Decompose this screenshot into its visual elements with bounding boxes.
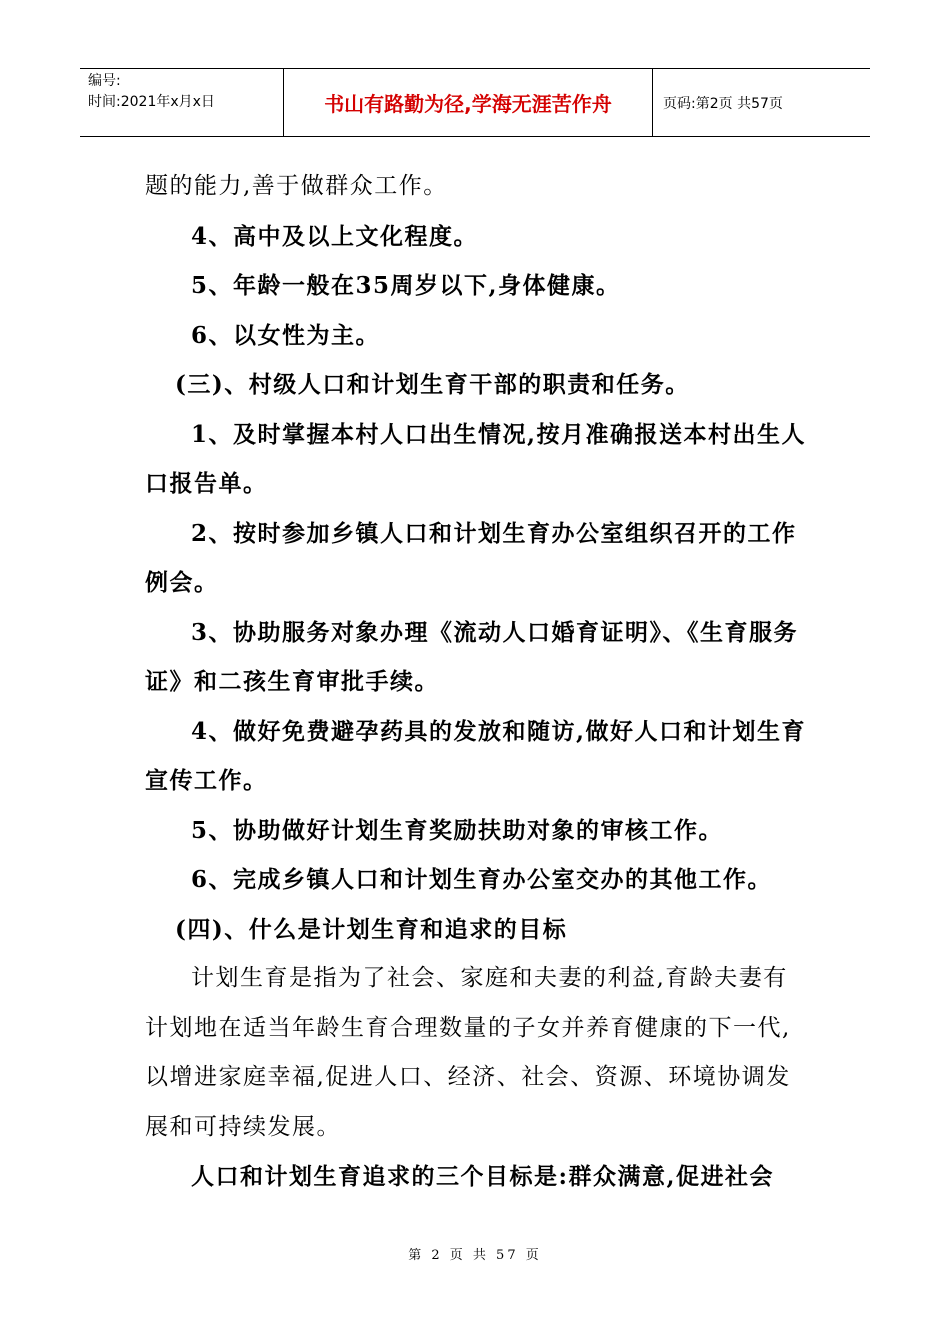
body-paragraph: 1、及时掌握本村人口出生情况,按月准确报送本村出生人口报告单。 (145, 420, 807, 497)
body-paragraph: 计划生育是指为了社会、家庭和夫妻的利益,育龄夫妻有计划地在适当年龄生育合理数量的子女并养育健康的下一代,以增进家庭幸福,促进人口、经济、社会、资源、环境协调发展和可持续发展。 (145, 965, 791, 1140)
page-footer: 第 2 页 共 57 页 (408, 1248, 542, 1263)
body-paragraph: 6、完成乡镇人口和计划生育办公室交办的其他工作。 (191, 866, 773, 893)
body-paragraph: 题的能力,善于做群众工作。 (145, 173, 448, 199)
body-paragraph: 3、协助服务对象办理《流动人口婚育证明》、《生育服务证》和二孩生育审批手续。 (145, 618, 799, 695)
body-paragraph: 人口和计划生育追求的三个目标是:群众满意,促进社会 (191, 1163, 774, 1190)
body-paragraph: 5、年龄一般在35周岁以下,身体健康。 (191, 272, 621, 299)
page-header (80, 68, 870, 137)
body-paragraph: 5、协助做好计划生育奖励扶助对象的审核工作。 (191, 816, 724, 844)
document-body (145, 162, 810, 1202)
document-number-label: 编号: (88, 73, 121, 89)
body-paragraph: 4、做好免费避孕药具的发放和随访,做好人口和计划生育宣传工作。 (145, 717, 807, 794)
header-page-info: 页码:第2页 共57页 (663, 95, 783, 112)
body-paragraph: 2、按时参加乡镇人口和计划生育办公室组织召开的工作例会。 (145, 519, 797, 596)
header-meta (80, 69, 283, 136)
document-time-label: 时间:2021年x月x日 (88, 94, 215, 110)
body-paragraph: (三)、村级人口和计划生育干部的职责和任务。 (175, 371, 690, 398)
body-paragraph: 6、以女性为主。 (191, 321, 381, 349)
header-motto: 书山有路勤为径,学海无涯苦作舟 (283, 69, 653, 136)
body-paragraph: (四)、什么是计划生育和追求的目标 (175, 915, 568, 943)
body-paragraph: 4、高中及以上文化程度。 (191, 222, 479, 250)
